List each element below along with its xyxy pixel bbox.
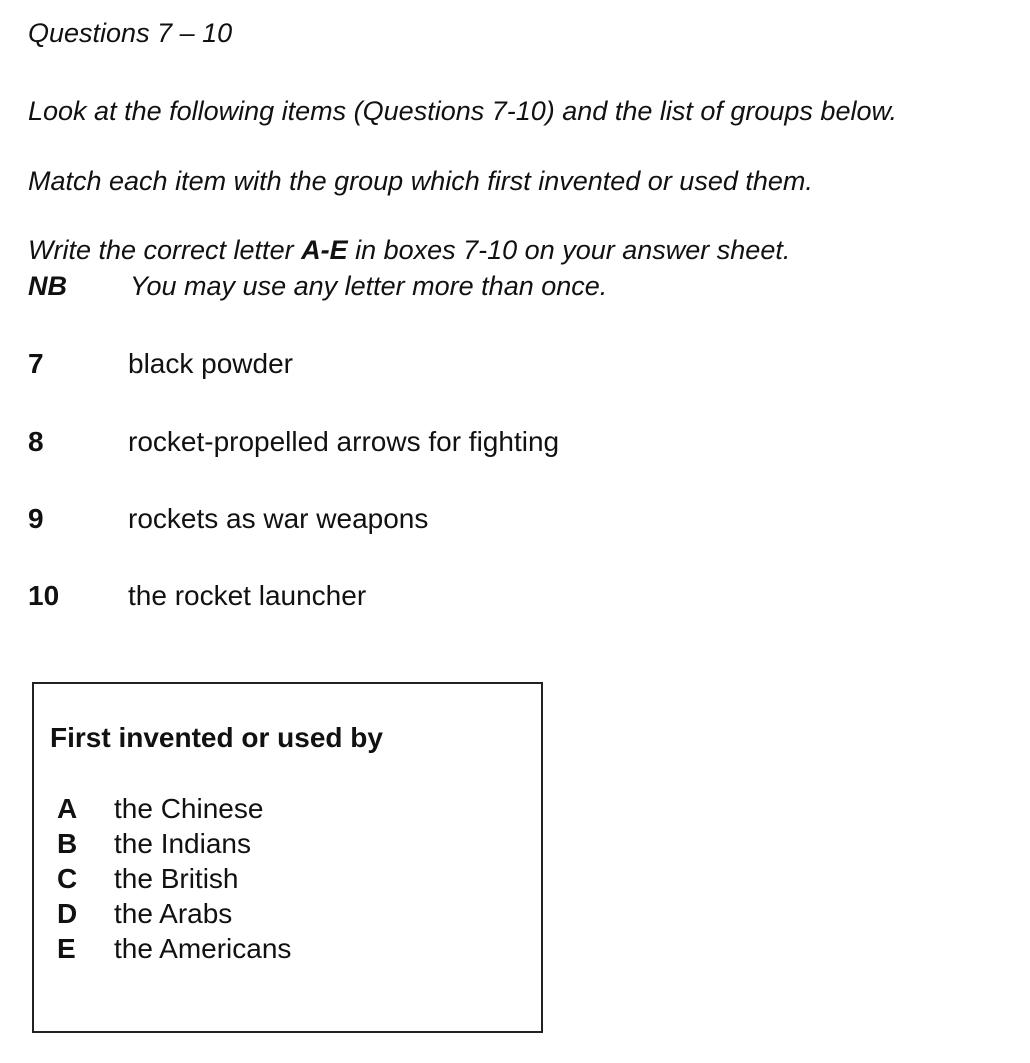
option-letter: E — [57, 933, 76, 964]
question-number: 7 — [28, 348, 44, 379]
option-letter: C — [57, 863, 78, 894]
option-text: the Americans — [114, 933, 292, 964]
option-text: the Indians — [114, 828, 251, 859]
option-text: the British — [114, 863, 239, 894]
question-number: 9 — [28, 503, 44, 534]
question-number: 10 — [28, 580, 60, 611]
options-box-title: First invented or used by — [50, 722, 383, 753]
option-text: the Arabs — [114, 898, 233, 929]
question-text: the rocket launcher — [128, 580, 367, 611]
option-letter: A — [57, 793, 78, 824]
option-letter: D — [57, 898, 78, 929]
question-text: rockets as war weapons — [128, 503, 429, 534]
option-text: the Chinese — [114, 793, 264, 824]
instruction-line-3-before: Write the correct letter — [28, 235, 302, 265]
instruction-line-2: Match each item with the group which first invented or used them. — [28, 166, 813, 196]
nb-label: NB — [28, 271, 67, 301]
question-text: black powder — [128, 348, 293, 379]
instruction-line-1: Look at the following items (Questions 7-10) and the list of groups below. — [28, 96, 897, 126]
letter-range: A-E — [301, 235, 348, 265]
section-heading: Questions 7 – 10 — [28, 18, 233, 48]
question-text: rocket-propelled arrows for fighting — [128, 426, 560, 457]
nb-text: You may use any letter more than once. — [130, 271, 608, 301]
option-letter: B — [57, 828, 78, 859]
question-number: 8 — [28, 426, 44, 457]
instruction-line-3 — [28, 234, 790, 266]
options-box — [32, 682, 543, 1033]
instruction-line-3-after: in boxes 7-10 on your answer sheet. — [347, 235, 791, 265]
